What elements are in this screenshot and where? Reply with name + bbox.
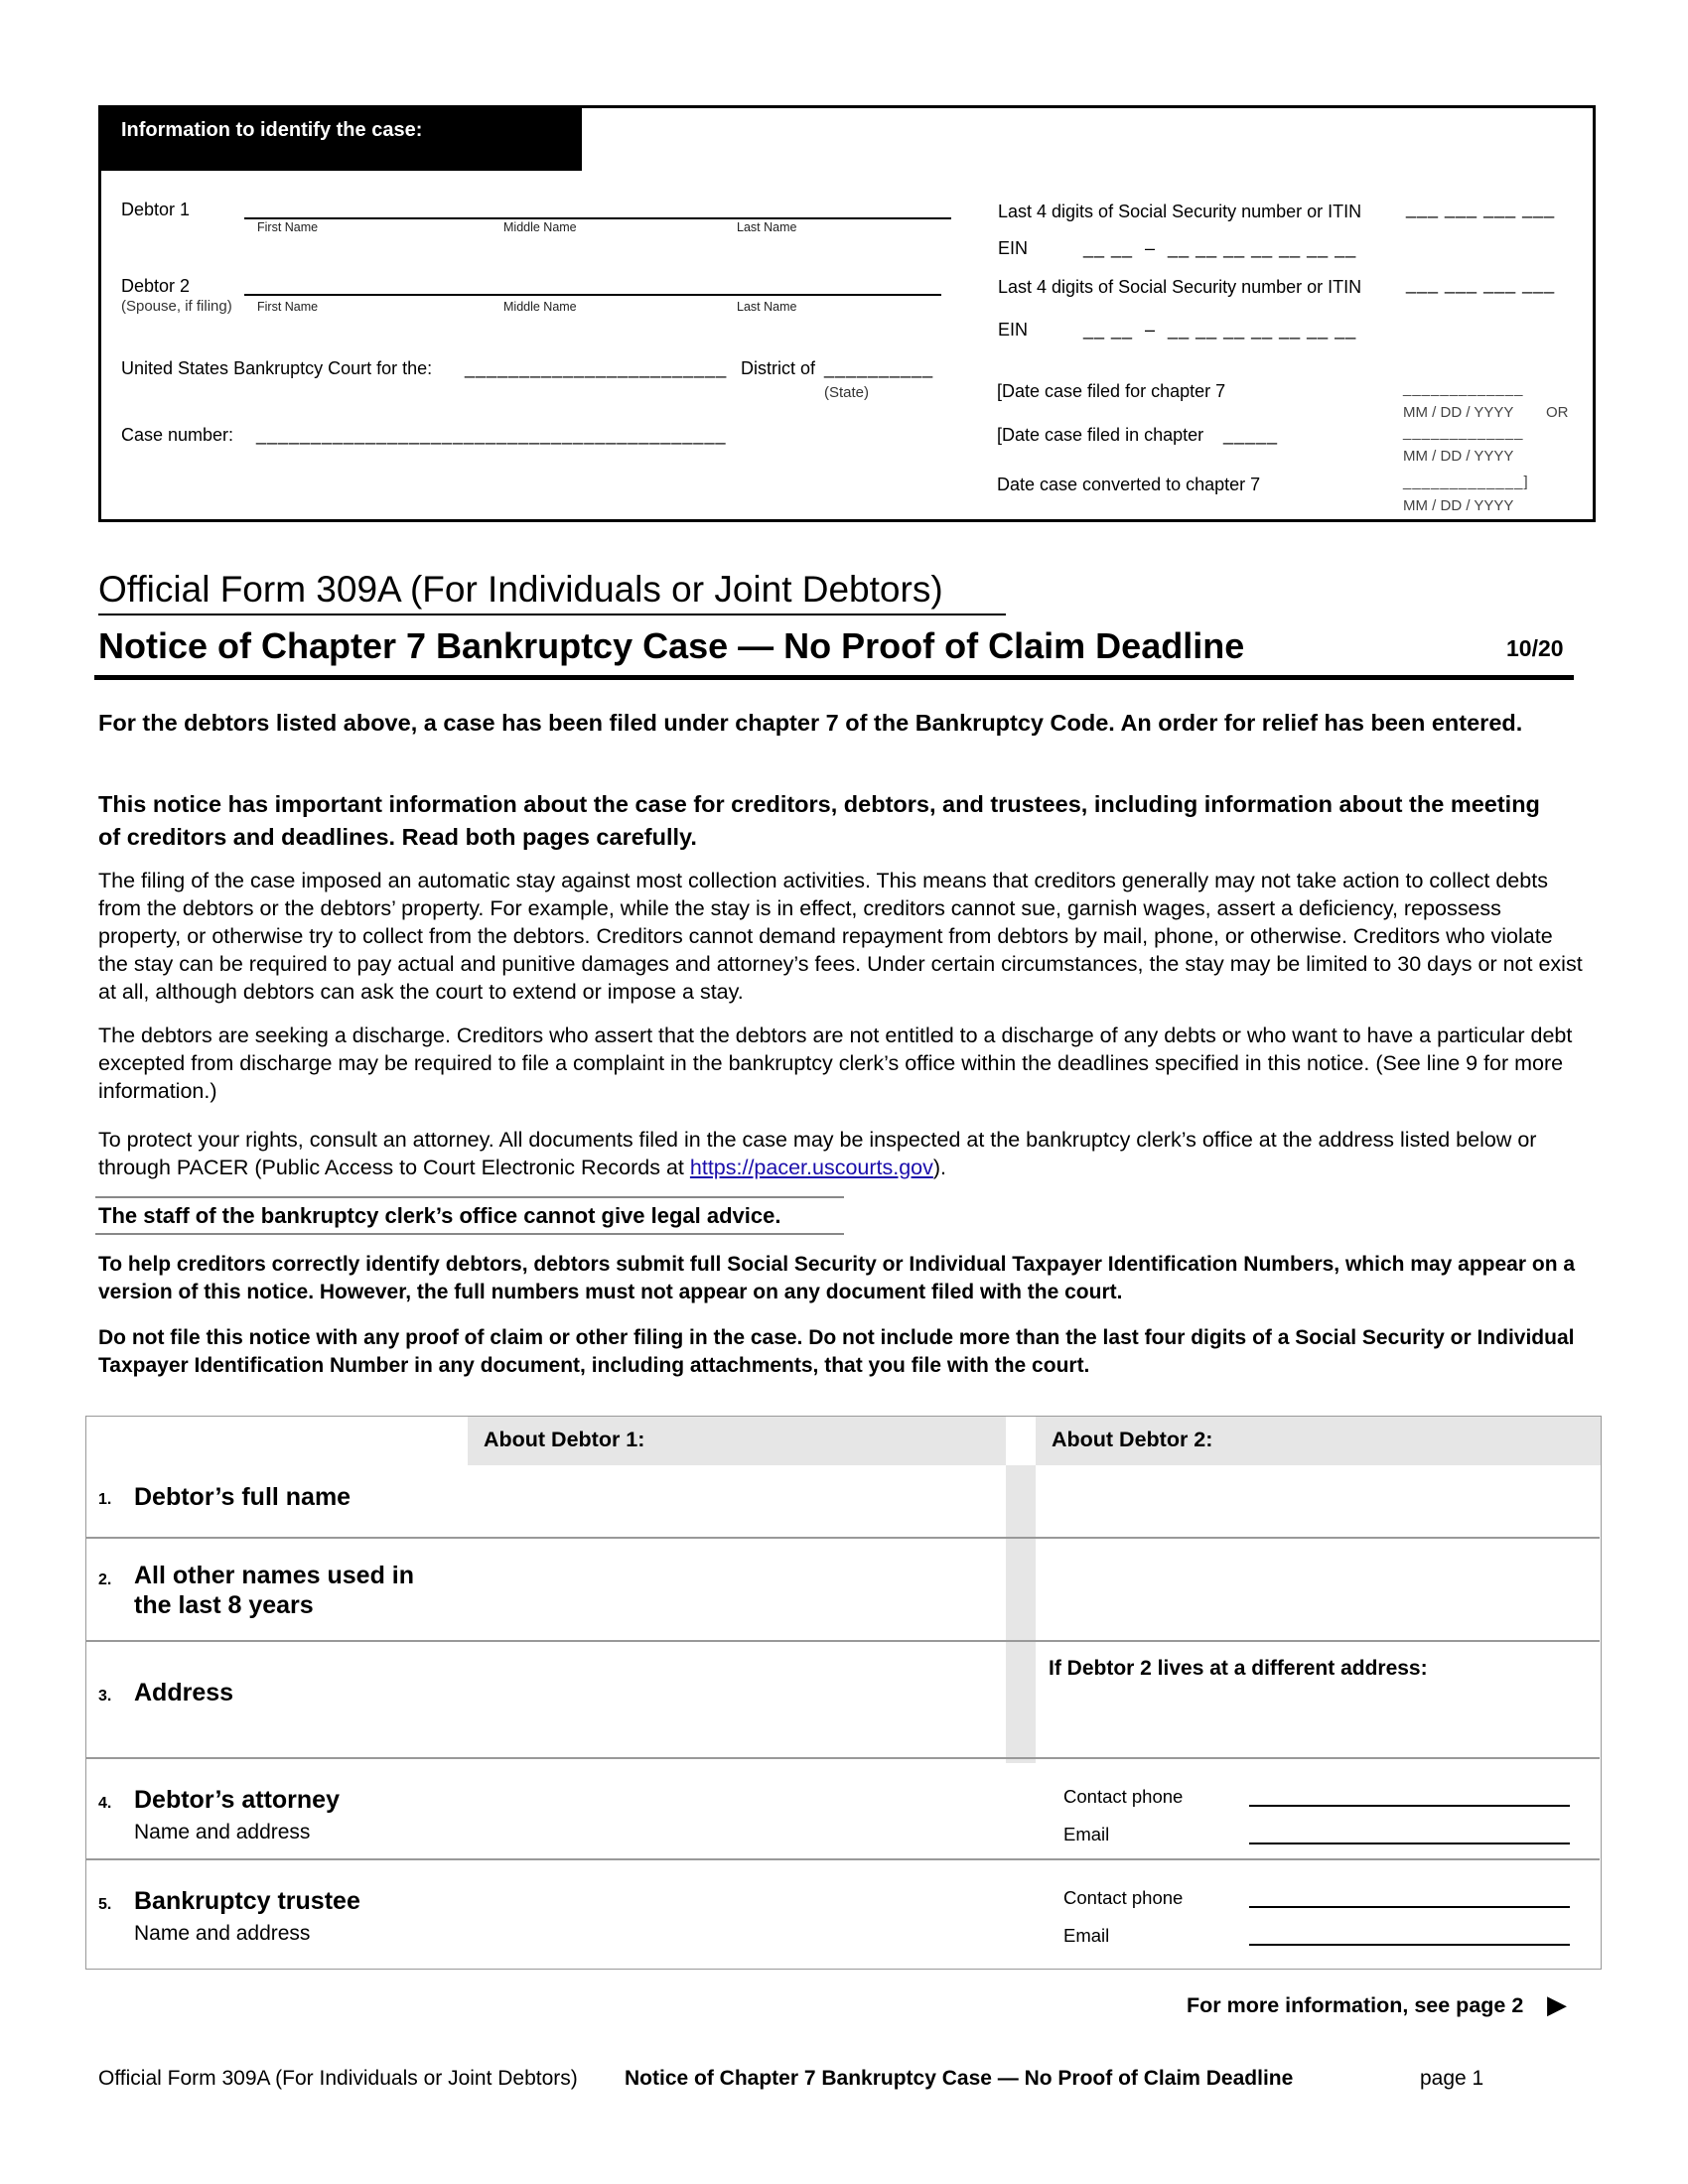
column-divider-shade [1006,1465,1036,1763]
row2-label: All other names used in the last 8 years [134,1562,415,1619]
court-label: United States Bankruptcy Court for the: [121,358,433,378]
row4-label: Debtor’s attorney [134,1786,340,1814]
debtor1-middle-name-caption: Middle Name [503,220,577,234]
date-format-1: MM / DD / YYYY [1403,404,1514,421]
date-filed-chapter-label: [Date case filed in chapter [997,425,1204,445]
debtor2-last-name-caption: Last Name [737,300,797,314]
district-label: District of [741,358,816,378]
debtor1-first-name-caption: First Name [257,220,319,234]
district-blank[interactable]: __________ [824,358,934,378]
more-info-note: For more information, see page 2 [1187,1993,1524,2017]
date-filed-chapter-blank[interactable]: _____________ [1403,424,1524,441]
row3-label: Address [134,1679,234,1706]
intro-bold-2: This notice has important information about the case for creditors, debtors, and trustees, including information about the meeting of creditors and deadlines. Read both pages carefully. [98,791,1540,850]
debtor2-ssn-blanks[interactable]: ___ ___ ___ ___ [1406,274,1556,294]
date-format-3: MM / DD / YYYY [1403,497,1514,514]
pacer-link[interactable]: https://pacer.uscourts.gov [689,1156,933,1179]
arrow-right-icon: ▶ [1547,1989,1567,2019]
row-divider [86,1640,1600,1642]
staff-note-rule-top [95,1196,844,1198]
debtor1-name-line[interactable] [244,217,951,219]
debtor2-spouse-note: (Spouse, if filing) [121,298,232,315]
debtor1-ssn-label: Last 4 digits of Social Security number or ITIN [998,202,1362,221]
debtor1-ein-label: EIN [998,238,1029,258]
case-number-label: Case number: [121,425,234,445]
debtor2-different-address: If Debtor 2 lives at a different address: [1049,1657,1428,1680]
date-converted-blank[interactable]: _____________] [1403,474,1529,490]
date-filed-ch7-label: [Date case filed for chapter 7 [997,381,1226,401]
debtor1-ssn-blanks[interactable]: ___ ___ ___ ___ [1406,199,1556,218]
form-name-rule [98,614,1006,615]
debtor2-ein-blanks[interactable]: __ __ – __ __ __ __ __ __ __ [1083,320,1357,340]
attorney-email-line[interactable] [1249,1843,1570,1844]
row4-sub: Name and address [134,1821,311,1843]
debtor2-name-line[interactable] [244,294,941,296]
row1-number: 1. [98,1491,112,1508]
date-converted-label: Date case converted to chapter 7 [997,475,1261,494]
attorney-phone-label: Contact phone [1063,1786,1184,1807]
rights-text-end: ). [932,1156,947,1179]
date-filed-ch7-blank[interactable]: _____________ [1403,380,1524,397]
automatic-stay-paragraph: The filing of the case imposed an automatic stay against most collection activities. This means that creditors generally may not take action to collect debts from the debtors or the debtors’ property. For example, while the stay is in effect, creditors cannot sue, garnish wages, assert a deficiency, repossess property, or otherwise try to collect from the debtors. Creditors cannot demand repayment from debtors by mail, phone, or otherwise. Creditors who violate the stay can be required to pay actual and punitive damages and attorney’s fees. Under certain circumstances, the stay may be limited to 30 days or not exist at all, although debtors can ask the court to extend or impose a stay. [98,869,1583,1004]
row-divider [86,1537,1600,1539]
row1-label: Debtor’s full name [134,1483,352,1511]
debtor2-middle-name-caption: Middle Name [503,300,577,314]
filing-warning: Do not file this notice with any proof of claim or other filing in the case. Do not include more than the last four digits of a Social Security or Individual Taxpayer Identification Number in any document, including attachments, that you file with the court. [98,1326,1575,1377]
court-blank[interactable]: ________________________ [465,358,728,378]
identification-notice: To help creditors correctly identify debtors, debtors submit full Social Security or Individual Taxpayer Identification Numbers, which may appear on a version of this notice. However, the full numbers must not appear on any document filed with the court. [98,1253,1576,1303]
debtor2-first-name-caption: First Name [257,300,319,314]
row5-sub: Name and address [134,1922,311,1945]
form-name: Official Form 309A (For Individuals or Joint Debtors) [98,569,943,610]
footer-title: Notice of Chapter 7 Bankruptcy Case — No Proof of Claim Deadline [625,2067,1294,2090]
or-label: OR [1546,404,1569,421]
rights-paragraph [98,1126,1588,1181]
page-title: Notice of Chapter 7 Bankruptcy Case — No Proof of Claim Deadline [98,625,1245,666]
row5-label: Bankruptcy trustee [134,1887,360,1915]
about-debtor2-header: About Debtor 2: [1052,1428,1213,1451]
staff-note-rule-bottom [95,1233,844,1235]
trustee-email-line[interactable] [1249,1944,1570,1946]
row4-number: 4. [98,1795,112,1812]
row5-number: 5. [98,1896,112,1913]
trustee-phone-label: Contact phone [1063,1887,1184,1908]
debtor1-ein-blanks[interactable]: __ __ – __ __ __ __ __ __ __ [1083,238,1357,258]
state-caption: (State) [824,384,870,401]
row3-number: 3. [98,1688,112,1705]
trustee-phone-line[interactable] [1249,1906,1570,1908]
debtor2-ein-label: EIN [998,320,1029,340]
title-rule [94,675,1574,680]
debtor1-label: Debtor 1 [121,200,191,219]
chapter-number-blank[interactable]: _____ [1223,425,1279,445]
discharge-paragraph: The debtors are seeking a discharge. Creditors who assert that the debtors are not entitled to a discharge of any debts or who want to have a particular debt excepted from discharge may be required to file a complaint in the bankruptcy clerk’s office within the deadlines specified in this notice. (See line 9 for more information.) [98,1024,1573,1103]
row2-number: 2. [98,1571,112,1588]
attorney-email-label: Email [1063,1824,1110,1844]
row-divider [86,1757,1600,1759]
attorney-phone-line[interactable] [1249,1805,1570,1807]
case-number-blank[interactable]: ___________________________________________ [256,425,727,445]
about-debtor1-header: About Debtor 1: [484,1428,645,1451]
debtor2-label: Debtor 2 [121,276,191,296]
trustee-email-label: Email [1063,1925,1110,1946]
footer-form-name: Official Form 309A (For Individuals or Joint Debtors) [98,2067,578,2090]
debtor2-ssn-label: Last 4 digits of Social Security number or ITIN [998,277,1362,297]
date-format-2: MM / DD / YYYY [1403,448,1514,465]
intro-bold-1: For the debtors listed above, a case has been filed under chapter 7 of the Bankruptcy Code. An order for relief has been entered. [98,710,1523,736]
debtor1-last-name-caption: Last Name [737,220,797,234]
rights-text: To protect your rights, consult an attorney. All documents filed in the case may be inspected at the bankruptcy clerk’s office at the address listed below or through PACER (Public Access to Court Electronic Records at [98,1128,1537,1179]
staff-note: The staff of the bankruptcy clerk’s office cannot give legal advice. [98,1203,781,1228]
case-info-header: Information to identify the case: [101,108,582,171]
row-divider [86,1858,1600,1860]
form-version: 10/20 [1506,635,1564,661]
footer-page-number: page 1 [1420,2067,1484,2090]
